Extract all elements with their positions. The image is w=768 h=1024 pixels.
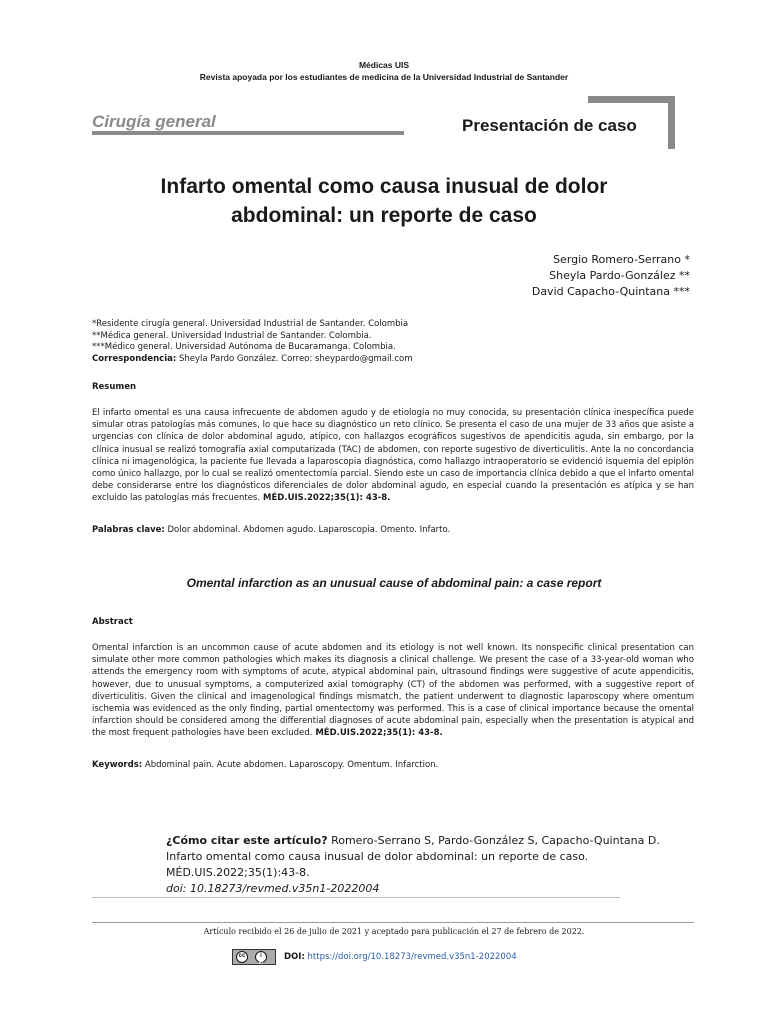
abstract-ref: MÉD.UIS.2022;35(1): 43-8.: [312, 728, 443, 739]
abstract-heading: Abstract: [92, 617, 133, 627]
doi-footer: [284, 952, 517, 962]
resumen-body: [92, 407, 694, 505]
palabras-clave-text: Dolor abdominal. Abdomen agudo. Laparoscopia. Omento. Infarto.: [164, 525, 451, 535]
footer-divider: [92, 922, 694, 923]
article-title: [0, 172, 768, 230]
affiliation: *Residente cirugía general. Universidad Industrial de Santander. Colombia: [92, 319, 409, 329]
abstract-body: [92, 642, 694, 740]
correspondence-label: Correspondencia:: [92, 353, 177, 364]
cc-by-license-icon[interactable]: [232, 949, 276, 965]
footer-divider-top: [92, 897, 620, 898]
corner-bracket-side: [668, 96, 675, 149]
correspondence: [92, 354, 413, 366]
abstract-text: Omental infarction is an uncommon cause of acute abdomen and its etiology is not well known. Its nonspecific clinical presentation can simulate other more common pathologies which makes its diagnosis a clinical challenge. We present the case of a 33-year-old woman who attends the emergency room with symptoms of acute, atypical abdominal pain, ultrasound findings were suggestive of acute appendicitis, however, due to unusual symptoms, a computerized axial tomography (CT) of the abdomen was performed, with a suggestive report of diverticulitis. Given the clinical and imagenological findings mismatch, the patient underwent to diagnostic laparoscopy where omentum ischemia was evidenced as the only finding, partial omentectomy was performed. This is a case of clinical importance because the omental infarction should be considered among the differential diagnoses of acute abdominal pain, especially when the presentation is atypical and the most frequent pathologies have been excluded.: [92, 643, 694, 739]
citation-text: Romero-Serrano S, Pardo-González S, Capacho-Quintana D. Infarto omental como causa inusual de dolor abdominal: un reporte de caso. MÉD.UIS.2022;35(1):43-8.: [166, 834, 660, 879]
received-note: Artículo recibido el 26 de julio de 2021 y aceptado para publicación el 27 de febrero de 2022.: [203, 927, 585, 936]
author-list: [532, 252, 690, 300]
author: Sheyla Pardo-González **: [549, 269, 690, 282]
attribution-icon: i: [255, 951, 267, 963]
article-type: Presentación de caso: [462, 116, 637, 135]
cc-icon: cc: [236, 951, 248, 963]
affiliation: **Médica general. Universidad Industrial de Santander. Colombia.: [92, 330, 372, 341]
citation-box: [166, 833, 696, 897]
english-title: Omental infarction as an unusual cause of abdominal pain: a case report: [186, 576, 602, 590]
citation-doi[interactable]: doi: 10.18273/revmed.v35n1-2022004: [166, 882, 380, 895]
keywords-text: Abdominal pain. Acute abdomen. Laparoscopy. Omentum. Infarction.: [142, 760, 439, 770]
palabras-clave: [92, 524, 694, 536]
correspondence-text: Sheyla Pardo González. Correo: sheypardo@gmail.com: [176, 353, 413, 364]
journal-name: Médicas UIS: [358, 60, 410, 70]
doi-label: DOI:: [284, 952, 305, 962]
palabras-clave-label: Palabras clave:: [92, 525, 165, 535]
author: David Capacho-Quintana ***: [531, 285, 690, 298]
citation-label: ¿Cómo citar este artículo?: [166, 834, 328, 847]
keywords-label: Keywords:: [92, 760, 143, 770]
doi-link[interactable]: https://doi.org/10.18273/revmed.v35n1-2022004: [307, 952, 517, 962]
affiliations: [92, 319, 413, 365]
affiliation: ***Médico general. Universidad Autónoma de Bucaramanga. Colombia.: [92, 342, 396, 352]
by-label: BY: [258, 961, 264, 965]
article-title-line-2: abdominal: un reporte de caso: [231, 204, 537, 227]
section-label: Cirugía general: [92, 112, 216, 131]
journal-tagline: Revista apoyada por los estudiantes de medicina de la Universidad Industrial de Santander: [199, 72, 569, 82]
section-divider: [92, 131, 404, 135]
author: Sergio Romero-Serrano *: [553, 253, 690, 266]
keywords: [92, 759, 694, 771]
resumen-text: El infarto omental es una causa infrecuente de abdomen agudo y de etiología no muy conocida, su presentación clínica inespecífica puede simular otras patologías más comunes, lo que hace su diagnóstico un reto clínico. Se presenta el caso de una mujer de 33 años que asiste a urgencias con clínica de dolor abdominal agudo, atípico, con hallazgos ecográficos sugestivos de apendicitis aguda, sin embargo, por la clínica inusual se realizó tomografía axial computarizada (TAC) de abdomen, con reporte sugestivo de diverticulitis. Ante la no concordancia clínica ni imagenológica, la paciente fue llevada a laparoscopia diagnóstica, como hallazgo intraoperatorio se evidenció isquemia del epiplón como único hallazgo, por lo cual se realizó omentectomía parcial. Siendo este un caso de importancia clínica debido a que el infarto omental debe considerarse entre los diagnósticos diferenciales de dolor abdominal agudo, en especial cuando la presentación es atípica y se han excluido las patologías más frecuentes.: [92, 408, 694, 504]
corner-bracket-top: [588, 96, 675, 103]
resumen-ref: MÉD.UIS.2022;35(1): 43-8.: [260, 493, 391, 504]
resumen-heading: Resumen: [92, 382, 137, 392]
article-title-line-1: Infarto omental como causa inusual de dolor: [160, 175, 608, 198]
